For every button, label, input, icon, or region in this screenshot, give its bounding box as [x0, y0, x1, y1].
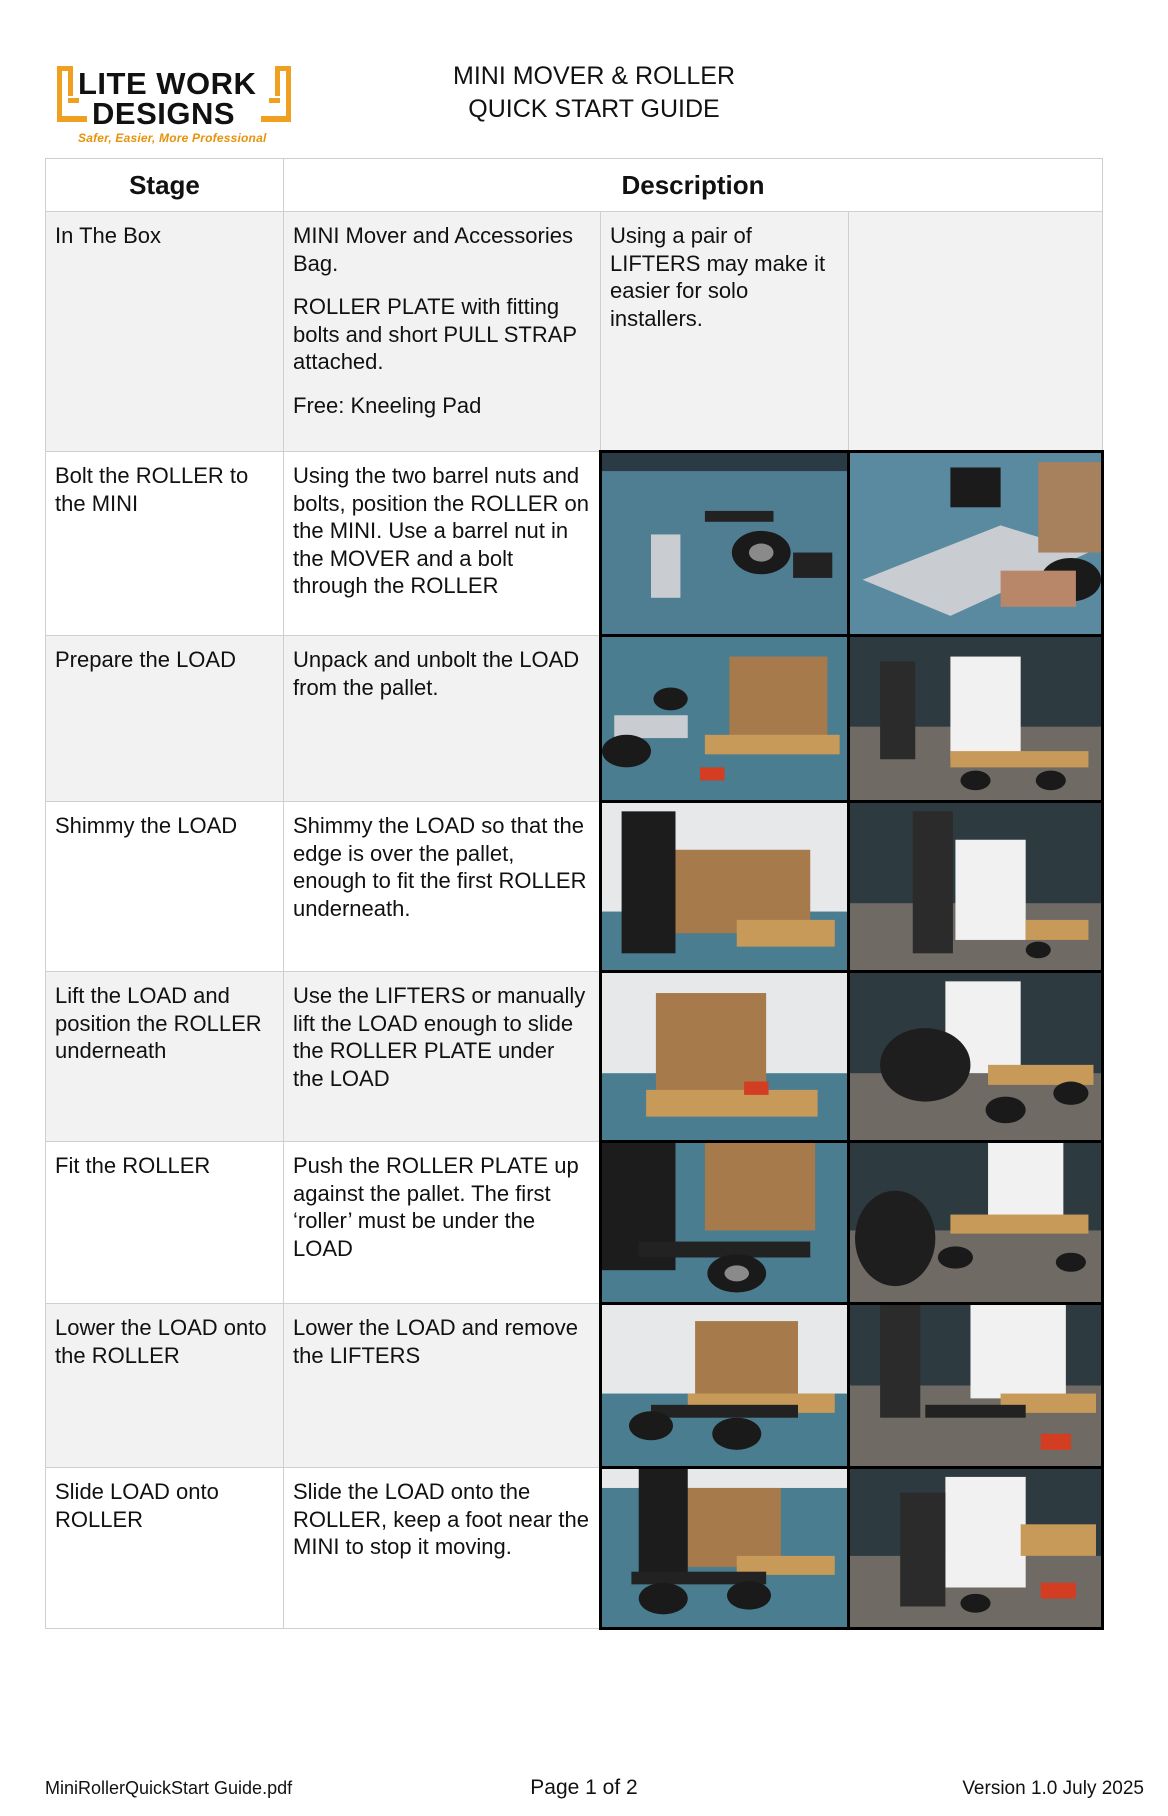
description-cell: Use the LIFTERS or manually lift the LOAD enough to slide the ROLLER PLATE under the LOAD: [293, 983, 586, 1091]
photo-lowered-boxed-load: [602, 1305, 847, 1466]
box-contents-2: ROLLER PLATE with fitting bolts and short PULL STRAP attached.: [293, 294, 577, 374]
photo-lifters-boxed-load: [602, 973, 847, 1140]
step-photo: [601, 802, 849, 972]
description-cell: Using the two barrel nuts and bolts, position the ROLLER on the MINI. Use a barrel nut in the MOVER and a bolt through the ROLLER: [293, 463, 589, 598]
table-header-row: [46, 159, 1103, 212]
stage-cell: Slide LOAD onto ROLLER: [55, 1479, 219, 1532]
stage-cell: Lower the LOAD onto the ROLLER: [55, 1315, 267, 1368]
photo-fit-roller-boxed: [602, 1143, 847, 1302]
description-cell: [284, 212, 600, 419]
photo-parts-on-floor: [602, 453, 847, 634]
document-title: [394, 60, 794, 126]
step-photo: [849, 1468, 1103, 1629]
table-row: [46, 1142, 1103, 1304]
description-cell: Shimmy the LOAD so that the edge is over the pallet, enough to fit the first ROLLER underneath.: [293, 813, 587, 921]
step-photo: [849, 972, 1103, 1142]
stage-cell: Lift the LOAD and position the ROLLER underneath: [55, 983, 262, 1063]
photo-boxed-load-on-pallet: [602, 637, 847, 800]
quick-start-table: [45, 158, 1104, 1630]
step-photo: [849, 802, 1103, 972]
company-logo: [54, 64, 294, 152]
step-photo: [601, 1142, 849, 1304]
step-photo: [849, 1142, 1103, 1304]
footer-page-number: Page 1 of 2: [530, 1776, 638, 1799]
table-row-in-the-box: [46, 212, 1103, 452]
stage-cell: In The Box: [55, 223, 161, 248]
photo-bolting-roller: [850, 453, 1101, 634]
photo-shimmy-boxed-load: [602, 803, 847, 970]
step-photo: [849, 452, 1103, 636]
description-cell: Unpack and unbolt the LOAD from the pallet.: [293, 647, 580, 700]
table-row: [46, 802, 1103, 972]
header-stage: Stage: [46, 159, 284, 212]
step-photo: [849, 1304, 1103, 1468]
title-line-2: QUICK START GUIDE: [468, 95, 720, 123]
step-photo: [849, 636, 1103, 802]
photo-kneeling-installer: [850, 973, 1101, 1140]
step-photo: [601, 452, 849, 636]
photo-slide-boxed-load: [602, 1469, 847, 1627]
step-photo: [601, 1468, 849, 1629]
stage-cell: Prepare the LOAD: [55, 647, 236, 672]
stage-cell: Fit the ROLLER: [55, 1153, 211, 1178]
logo-text-line2: DESIGNS: [92, 96, 236, 131]
empty-cell: [849, 212, 1103, 452]
table-row: [46, 1304, 1103, 1468]
description-cell: Push the ROLLER PLATE up against the pallet. The first ‘roller’ must be under the LOAD: [293, 1153, 579, 1261]
step-photo: [601, 972, 849, 1142]
lifters-note: Using a pair of LIFTERS may make it easier for solo installers.: [610, 223, 826, 331]
step-photo: [601, 636, 849, 802]
photo-lowered-white-load: [850, 1305, 1101, 1466]
table-row: [46, 1468, 1103, 1629]
table-row: [46, 972, 1103, 1142]
stage-cell: Shimmy the LOAD: [55, 813, 238, 838]
photo-fit-roller-white: [850, 1143, 1101, 1302]
logo-tagline: Safer, Easier, More Professional: [78, 131, 267, 145]
logo-text-line1: LITE WORK: [78, 66, 257, 101]
photo-slide-white-load: [850, 1469, 1101, 1627]
description-cell: Lower the LOAD and remove the LIFTERS: [293, 1315, 578, 1368]
table-row: [46, 636, 1103, 802]
table-row: [46, 452, 1103, 636]
stage-cell: Bolt the ROLLER to the MINI: [55, 463, 249, 516]
box-contents-3: Free: Kneeling Pad: [293, 392, 482, 418]
header-description: Description: [284, 159, 1103, 212]
box-contents-1: MINI Mover and Accessories Bag.: [293, 223, 573, 276]
photo-shimmy-white-load: [850, 803, 1101, 970]
step-photo: [601, 1304, 849, 1468]
description-cell: Slide the LOAD onto the ROLLER, keep a foot near the MINI to stop it moving.: [293, 1479, 589, 1559]
photo-white-appliance: [850, 637, 1101, 800]
footer-filename: MiniRollerQuickStart Guide.pdf: [45, 1778, 293, 1798]
title-line-1: MINI MOVER & ROLLER: [453, 62, 735, 90]
footer-version: Version 1.0 July 2025: [962, 1778, 1144, 1799]
